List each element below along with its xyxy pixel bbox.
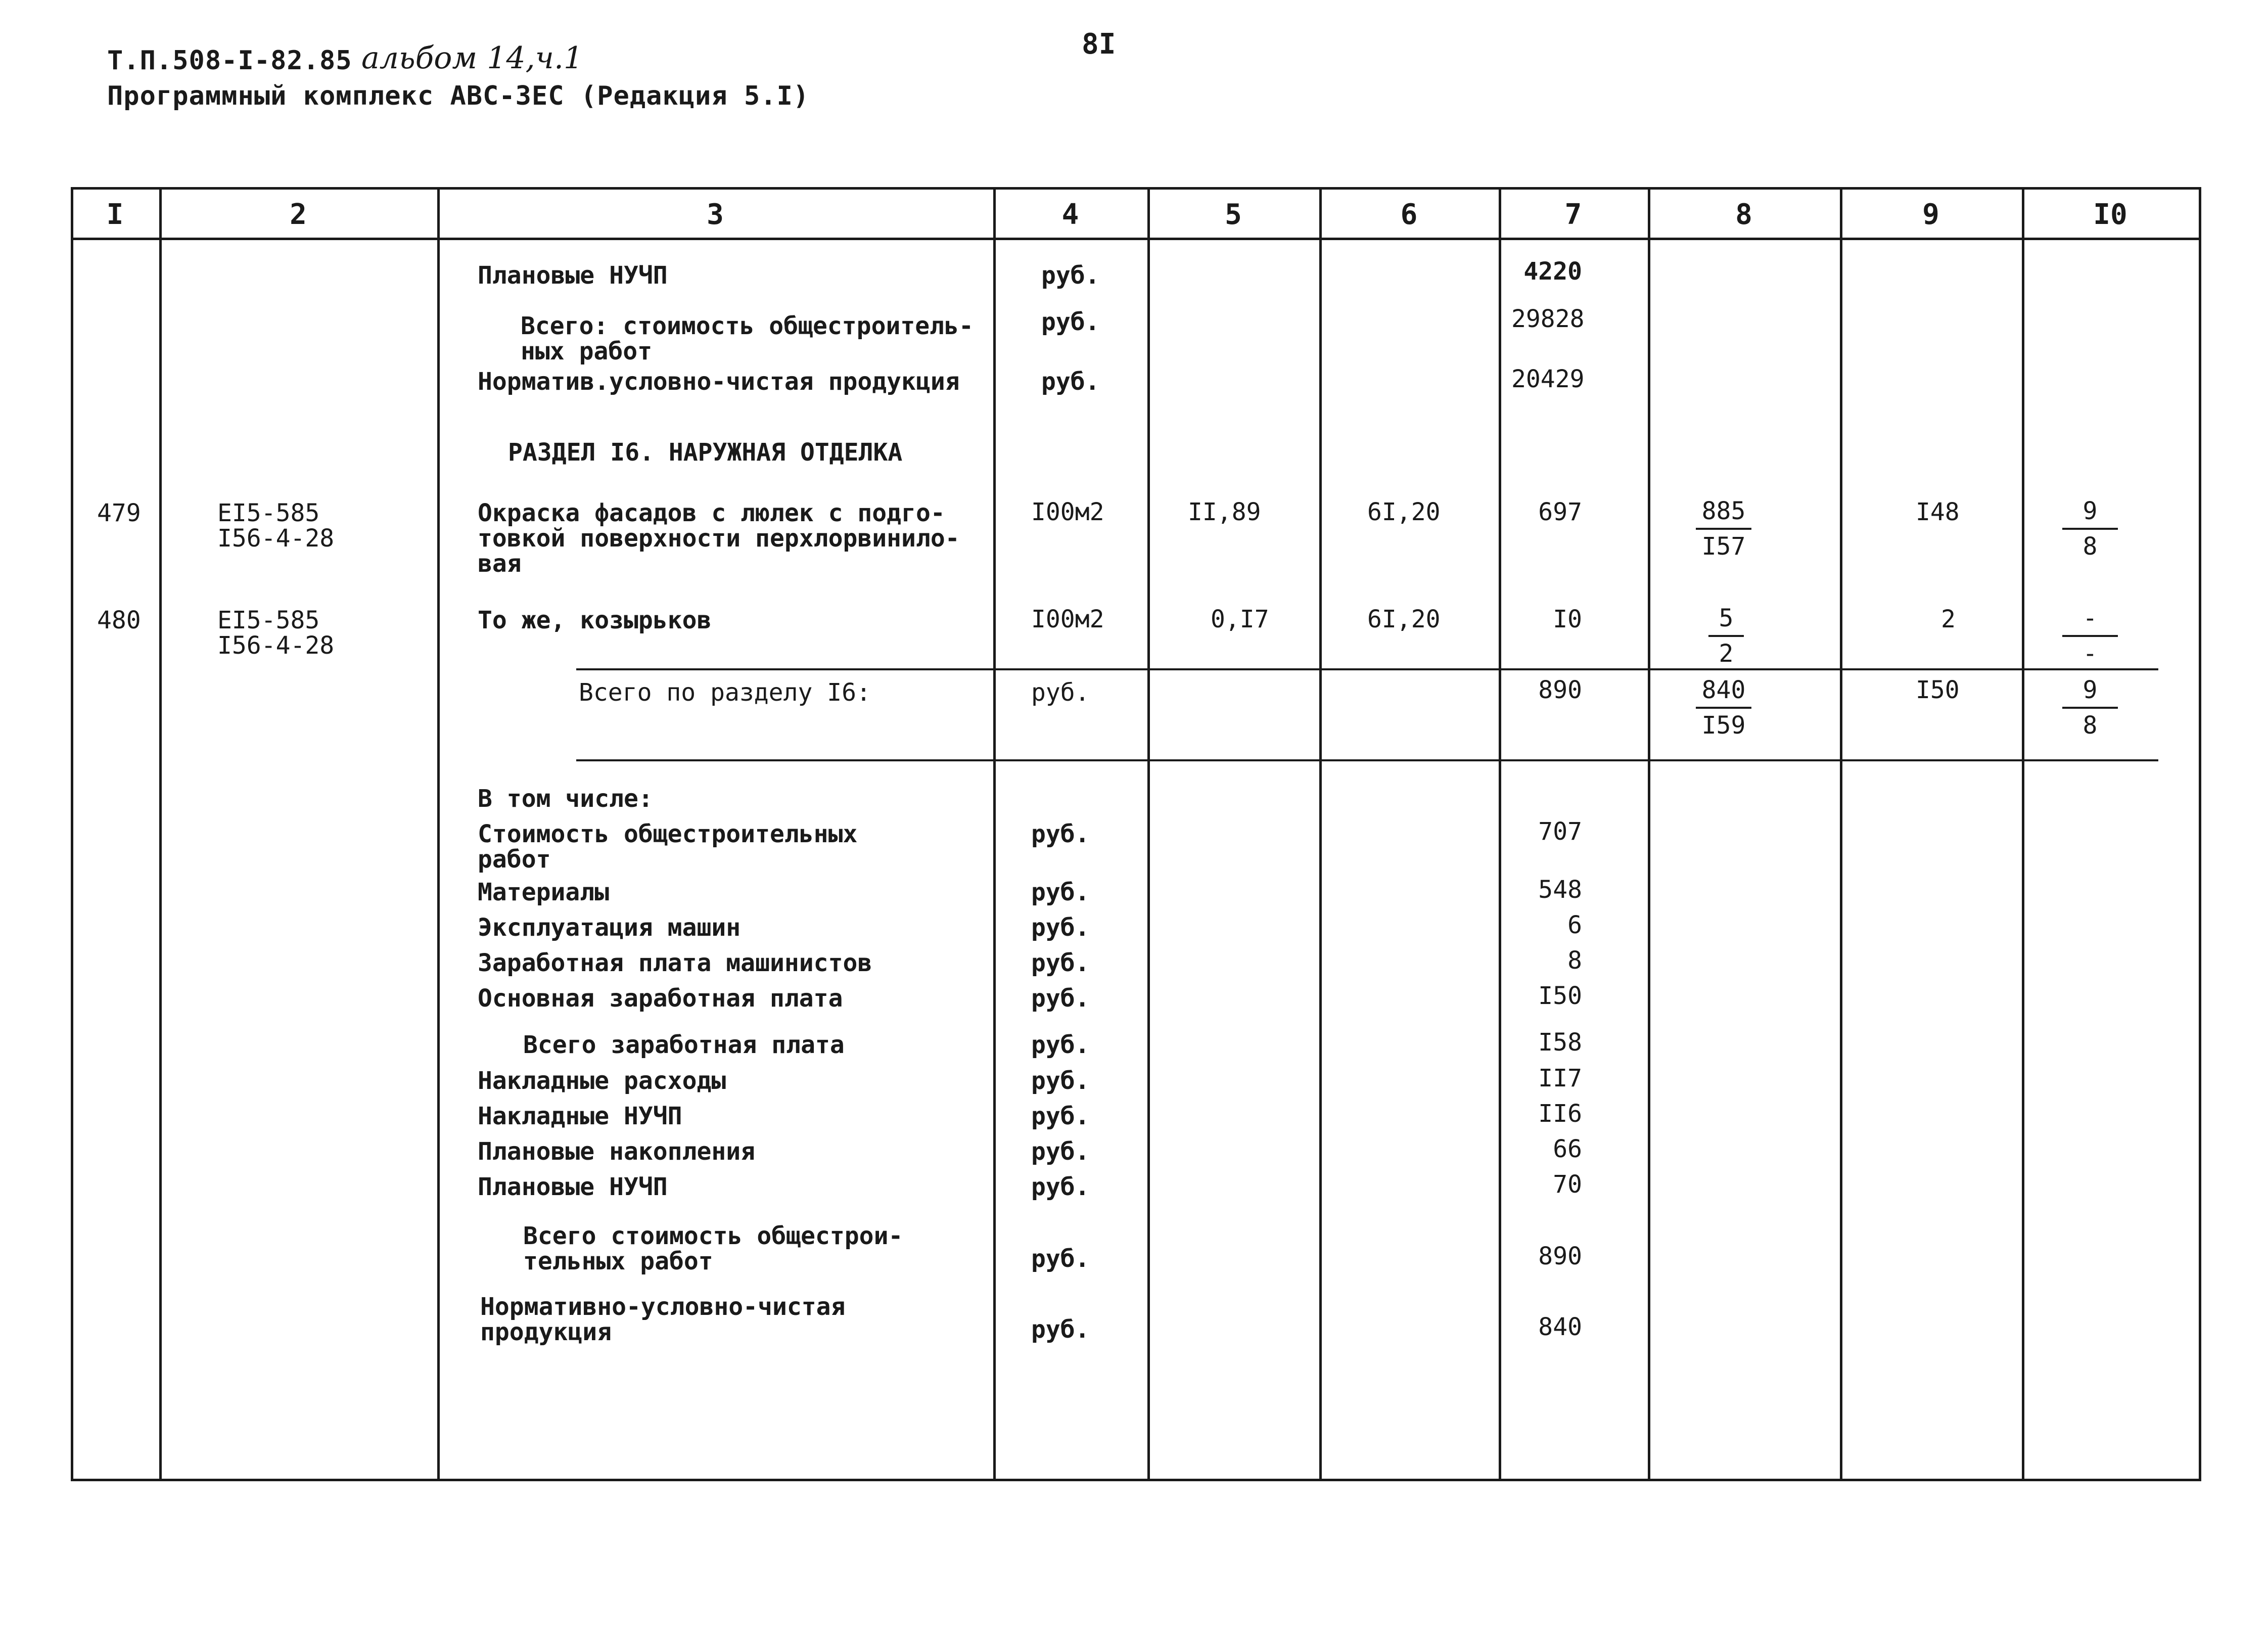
row-480-description: То же, козырьков — [478, 606, 712, 634]
breakdown-item-label: Плановые накопления — [478, 1137, 756, 1166]
row-479-col7: 697 — [1538, 498, 1582, 526]
breakdown-item-label: Материалы — [478, 878, 610, 906]
row-479-col10-bottom: 8 — [2082, 532, 2098, 561]
row-480-col7: I0 — [1553, 605, 1582, 633]
col-header-6: 6 — [1400, 198, 1418, 231]
row-479-col9: I48 — [1916, 498, 1960, 526]
row-planned-nuchp-value: 4220 — [1523, 257, 1582, 286]
section-total-col10-fraction — [2062, 673, 2118, 742]
section-title: РАЗДЕЛ I6. НАРУЖНАЯ ОТДЕЛКА — [508, 438, 903, 467]
col-border-0 — [71, 187, 73, 1481]
subtotal-bottom-rule — [576, 759, 2158, 761]
row-479-unit: I00м2 — [1031, 498, 1104, 526]
breakdown-item-label: Основная заработная плата — [478, 984, 843, 1013]
col-header-7: 7 — [1564, 198, 1582, 231]
row-total-construction-value: 29828 — [1511, 305, 1585, 333]
col-border-5 — [1319, 187, 1322, 1481]
col-border-8 — [1840, 187, 1842, 1481]
breakdown-item-label: Накладные расходы — [478, 1067, 726, 1095]
breakdown-item-unit: руб. — [1031, 1315, 1090, 1344]
row-normative-value: 20429 — [1511, 365, 1585, 393]
breakdown-item-unit: руб. — [1031, 984, 1090, 1013]
breakdown-item-value: 840 — [1538, 1313, 1582, 1341]
row-480-col10-fraction — [2062, 602, 2118, 670]
breakdown-item-value: 66 — [1553, 1135, 1582, 1163]
row-480-col10-bottom: - — [2082, 640, 2098, 668]
breakdown-item-unit: руб. — [1031, 820, 1090, 848]
row-480-col9: 2 — [1941, 605, 1956, 633]
col-border-9 — [2022, 187, 2024, 1481]
breakdown-item-label: Эксплуатация машин — [478, 914, 741, 942]
breakdown-item-label: Нормативно-условно-чистая продукция — [480, 1293, 846, 1346]
row-480-col6: 6I,20 — [1367, 605, 1441, 633]
col-header-10: I0 — [2093, 198, 2127, 231]
section-total-col8-top: 840 — [1696, 673, 1751, 709]
breakdown-item-unit: руб. — [1031, 1137, 1090, 1166]
section-total-label: Всего по разделу I6: — [579, 678, 871, 707]
breakdown-item-unit: руб. — [1031, 878, 1090, 906]
row-planned-nuchp-label: Плановые НУЧП — [478, 261, 668, 290]
row-normative-unit: руб. — [1041, 368, 1100, 396]
section-total-col10-top: 9 — [2062, 673, 2118, 709]
row-480-number: 480 — [97, 606, 141, 634]
album-note: альбом 14,ч.1 — [361, 40, 583, 76]
row-total-construction-label: Всего: стоимость общестроитель- ных работ — [521, 312, 974, 366]
breakdown-item-value: 6 — [1567, 911, 1582, 939]
breakdown-item-label: Всего стоимость общестрои- тельных работ — [523, 1222, 903, 1275]
col-header-8: 8 — [1735, 198, 1752, 231]
page-number: 8I — [1082, 28, 1116, 61]
breakdown-item-value: 70 — [1553, 1170, 1582, 1199]
table-bottom-border — [71, 1479, 2201, 1481]
row-480-code: EI5-585 I56-4-28 — [217, 606, 335, 660]
table-top-border — [71, 187, 2201, 190]
breakdown-item-unit: руб. — [1031, 1031, 1090, 1059]
row-480-unit: I00м2 — [1031, 605, 1104, 633]
section-total-col8-bottom: I59 — [1701, 711, 1746, 740]
section-total-col8-fraction — [1696, 673, 1751, 742]
col-header-4: 4 — [1061, 198, 1079, 231]
col-header-2: 2 — [290, 198, 307, 231]
row-480-col8-top: 5 — [1708, 602, 1744, 637]
subtotal-top-rule — [576, 668, 2158, 670]
breakdown-item-value: 890 — [1538, 1242, 1582, 1270]
breakdown-item-value: II7 — [1538, 1064, 1582, 1092]
row-479-col8-bottom: I57 — [1701, 532, 1746, 561]
breakdown-item-unit: руб. — [1031, 1245, 1090, 1273]
row-479-code: EI5-585 I56-4-28 — [217, 499, 335, 553]
breakdown-item-unit: руб. — [1031, 914, 1090, 942]
breakdown-item-value: 548 — [1538, 876, 1582, 904]
breakdown-item-label: Всего заработная плата — [523, 1031, 845, 1059]
row-479-col5: II,89 — [1188, 498, 1261, 526]
col-border-2 — [437, 187, 440, 1481]
row-479-col6: 6I,20 — [1367, 498, 1441, 526]
col-header-1: I — [106, 198, 124, 231]
col-border-6 — [1499, 187, 1501, 1481]
row-total-construction-unit: руб. — [1041, 308, 1100, 336]
row-normative-label: Норматив.условно-чистая продукция — [478, 368, 960, 396]
col-header-3: 3 — [707, 198, 724, 231]
breakdown-item-unit: руб. — [1031, 1173, 1090, 1201]
col-border-7 — [1648, 187, 1650, 1481]
col-border-1 — [159, 187, 162, 1481]
breakdown-item-value: I50 — [1538, 982, 1582, 1010]
breakdown-item-label: Стоимость общестроительных работ — [478, 820, 858, 874]
row-planned-nuchp-unit: руб. — [1041, 261, 1100, 290]
breakdown-item-unit: руб. — [1031, 1102, 1090, 1130]
breakdown-item-value: I58 — [1538, 1028, 1582, 1057]
row-479-description: Окраска фасадов с люлек с подго- товкой поверхности перхлорвинило- вая — [478, 499, 960, 578]
breakdown-item-label: Плановые НУЧП — [478, 1173, 668, 1201]
row-479-number: 479 — [97, 499, 141, 527]
row-479-col10-fraction — [2062, 494, 2118, 563]
row-480-col5: 0,I7 — [1211, 605, 1269, 633]
breakdown-item-label: Заработная плата машинистов — [478, 949, 872, 977]
row-479-col8-top: 885 — [1696, 494, 1751, 530]
row-479-col8-fraction — [1696, 494, 1751, 563]
header-bottom-border — [71, 238, 2201, 240]
col-border-3 — [993, 187, 996, 1481]
breakdown-item-value: 707 — [1538, 817, 1582, 846]
row-480-col8-bottom: 2 — [1719, 640, 1734, 668]
row-480-col10-top: - — [2062, 602, 2118, 637]
document-code: Т.П.508-I-82.85 — [107, 45, 352, 76]
col-border-10 — [2199, 187, 2201, 1481]
section-total-unit: руб. — [1031, 678, 1090, 707]
section-total-col7: 890 — [1538, 676, 1582, 704]
breakdown-item-unit: руб. — [1031, 1067, 1090, 1095]
col-header-5: 5 — [1225, 198, 1242, 231]
estimate-table — [71, 187, 2201, 1481]
col-header-9: 9 — [1922, 198, 1939, 231]
breakdown-item-value: II6 — [1538, 1100, 1582, 1128]
program-title: Программный комплекс АВС-ЗЕС (Редакция 5.I) — [107, 81, 810, 111]
breakdown-item-value: 8 — [1567, 946, 1582, 975]
col-border-4 — [1147, 187, 1150, 1481]
breakdown-item-label: Накладные НУЧП — [478, 1102, 682, 1130]
section-total-col10-bottom: 8 — [2082, 711, 2098, 740]
row-479-col10-top: 9 — [2062, 494, 2118, 530]
section-total-col9: I50 — [1916, 676, 1960, 704]
row-480-col8-fraction — [1708, 602, 1744, 670]
breakdown-heading: В том числе: — [478, 785, 653, 813]
breakdown-item-unit: руб. — [1031, 949, 1090, 977]
